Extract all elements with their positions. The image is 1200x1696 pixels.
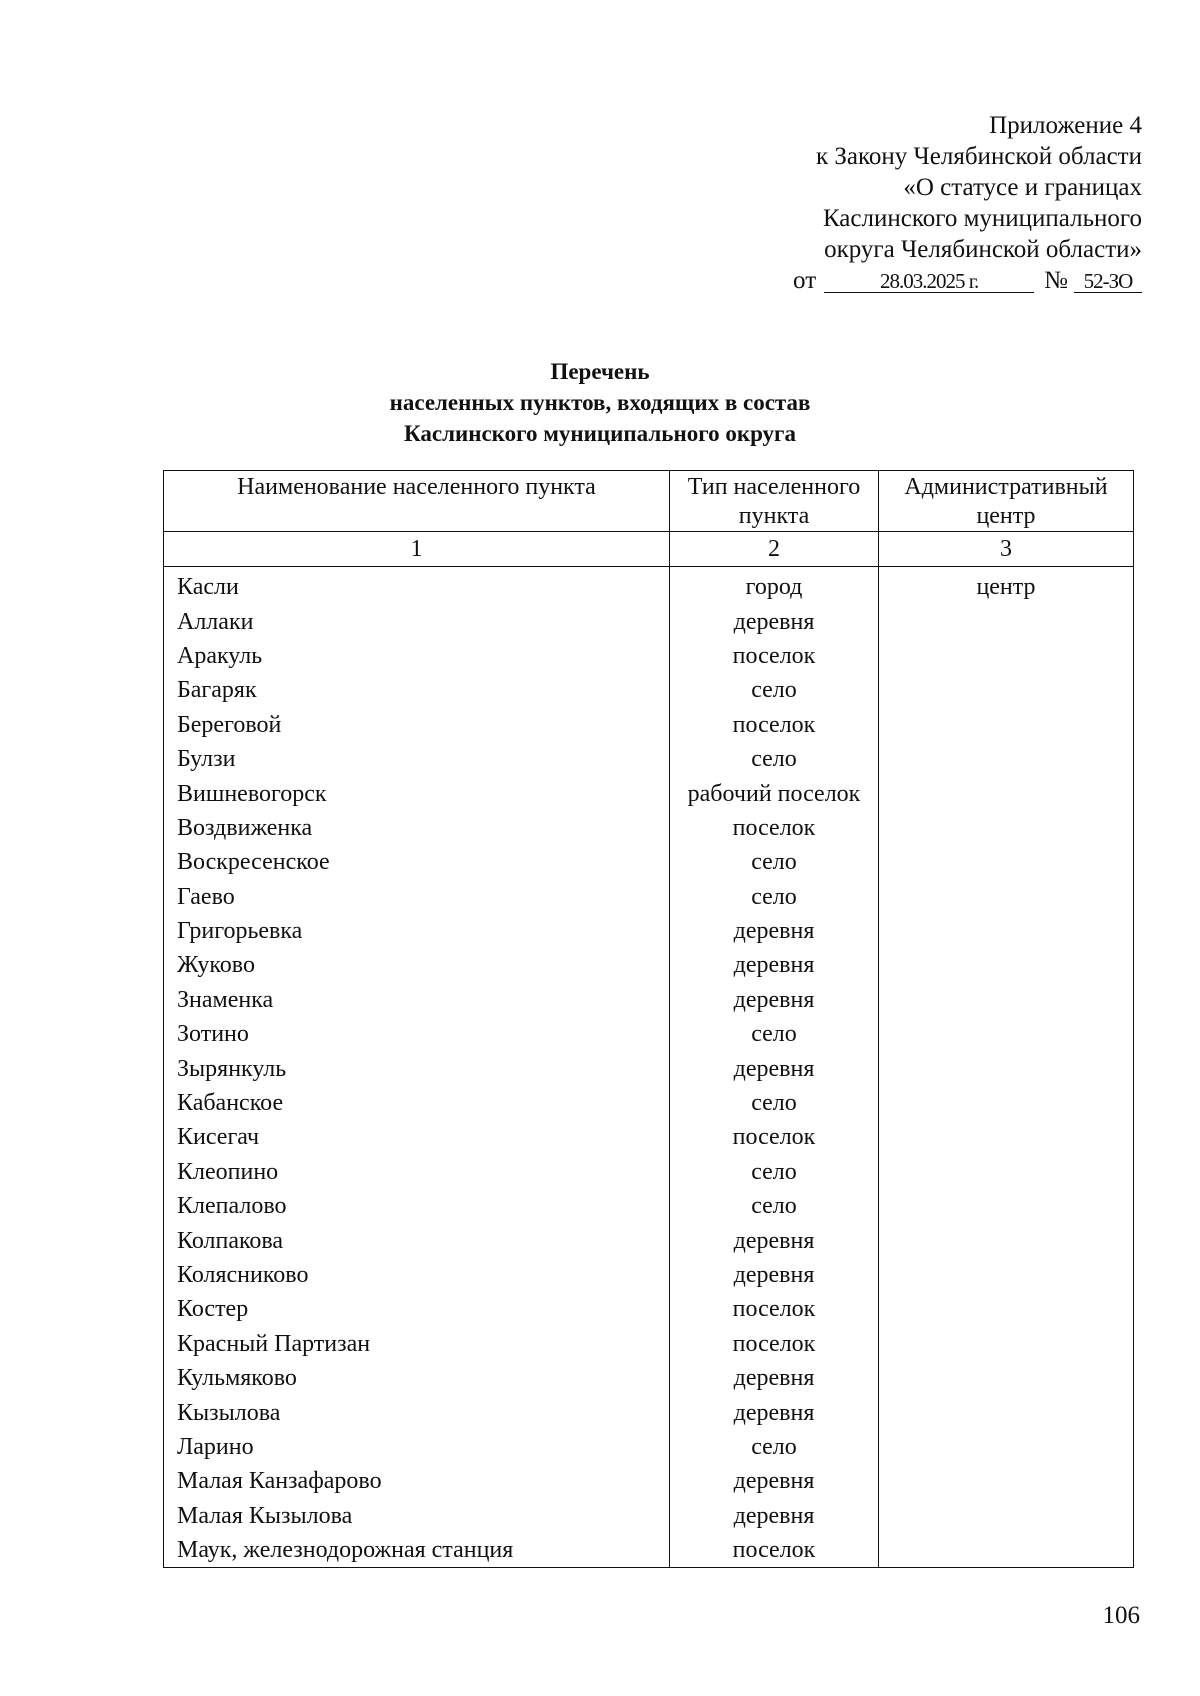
appendix-line: округа Челябинской области» xyxy=(824,236,1142,263)
settlement-type: деревня xyxy=(670,1258,879,1292)
settlement-type: село xyxy=(670,673,879,707)
settlement-type: деревня xyxy=(670,1395,879,1429)
settlement-type: рабочий поселок xyxy=(670,776,879,810)
settlement-name: Береговой xyxy=(164,708,670,742)
appendix-block xyxy=(793,110,1142,296)
header-name: Наименование населенного пункта xyxy=(164,471,670,532)
settlement-type: город xyxy=(670,567,879,605)
settlement-name: Клеопино xyxy=(164,1155,670,1189)
settlement-name: Аллаки xyxy=(164,604,670,638)
admin-center xyxy=(879,914,1134,948)
settlement-name: Малая Канзафарово xyxy=(164,1464,670,1498)
admin-center xyxy=(879,1155,1134,1189)
settlement-name: Ларино xyxy=(164,1430,670,1464)
settlement-type: село xyxy=(670,880,879,914)
table-row xyxy=(164,845,1134,879)
settlement-name: Клепалово xyxy=(164,1189,670,1223)
settlement-type: поселок xyxy=(670,708,879,742)
table-row xyxy=(164,1395,1134,1429)
admin-center xyxy=(879,845,1134,879)
table-row xyxy=(164,639,1134,673)
table-row xyxy=(164,1499,1134,1533)
table-row xyxy=(164,1464,1134,1498)
settlement-name: Аракуль xyxy=(164,639,670,673)
page-number: 106 xyxy=(1102,1602,1140,1629)
settlement-name: Гаево xyxy=(164,880,670,914)
settlement-name: Зотино xyxy=(164,1017,670,1051)
document-title xyxy=(0,356,1200,449)
admin-center xyxy=(879,1051,1134,1085)
settlement-name: Колпакова xyxy=(164,1223,670,1257)
table-row xyxy=(164,1223,1134,1257)
table-row xyxy=(164,1017,1134,1051)
admin-center xyxy=(879,1120,1134,1154)
title-line: Перечень xyxy=(550,359,650,384)
law-date: 28.03.2025 г. xyxy=(824,270,1034,293)
admin-center xyxy=(879,1533,1134,1568)
admin-center xyxy=(879,1223,1134,1257)
settlement-name: Касли xyxy=(164,567,670,605)
settlement-name: Малая Кызылова xyxy=(164,1499,670,1533)
table-row xyxy=(164,983,1134,1017)
table-row xyxy=(164,742,1134,776)
settlement-name: Красный Партизан xyxy=(164,1327,670,1361)
column-number: 2 xyxy=(670,532,879,567)
settlement-name: Костер xyxy=(164,1292,670,1326)
settlement-type: деревня xyxy=(670,1361,879,1395)
settlement-name: Кульмяково xyxy=(164,1361,670,1395)
settlement-name: Григорьевка xyxy=(164,914,670,948)
settlement-type: село xyxy=(670,1430,879,1464)
settlement-name: Вишневогорск xyxy=(164,776,670,810)
table-row xyxy=(164,811,1134,845)
settlement-type: деревня xyxy=(670,1499,879,1533)
admin-center xyxy=(879,948,1134,982)
admin-center xyxy=(879,708,1134,742)
admin-center xyxy=(879,811,1134,845)
title-line: Каслинского муниципального округа xyxy=(403,421,797,446)
table-row xyxy=(164,604,1134,638)
settlements-table xyxy=(163,470,1134,1568)
admin-center xyxy=(879,1292,1134,1326)
settlement-name: Знаменка xyxy=(164,983,670,1017)
from-label: от xyxy=(793,267,817,294)
admin-center xyxy=(879,1189,1134,1223)
table-row xyxy=(164,1327,1134,1361)
settlement-name: Кызылова xyxy=(164,1395,670,1429)
settlement-name: Жуково xyxy=(164,948,670,982)
settlement-name: Кисегач xyxy=(164,1120,670,1154)
admin-center xyxy=(879,639,1134,673)
admin-center: центр xyxy=(879,567,1134,605)
table-row xyxy=(164,776,1134,810)
appendix-line: к Закону Челябинской области xyxy=(816,143,1142,170)
table-row xyxy=(164,1086,1134,1120)
admin-center xyxy=(879,983,1134,1017)
settlement-name: Булзи xyxy=(164,742,670,776)
admin-center xyxy=(879,1017,1134,1051)
admin-center xyxy=(879,1395,1134,1429)
table-row xyxy=(164,1258,1134,1292)
column-number-row xyxy=(164,532,1134,567)
admin-center xyxy=(879,1430,1134,1464)
settlement-type: поселок xyxy=(670,811,879,845)
settlement-type: деревня xyxy=(670,914,879,948)
table-row xyxy=(164,708,1134,742)
table-row xyxy=(164,1292,1134,1326)
settlement-type: поселок xyxy=(670,1292,879,1326)
header-row xyxy=(164,471,1134,532)
header-center: Административный центр xyxy=(879,471,1134,532)
admin-center xyxy=(879,1499,1134,1533)
admin-center xyxy=(879,1086,1134,1120)
appendix-line: Каслинского муниципального xyxy=(822,205,1142,232)
settlement-type: деревня xyxy=(670,948,879,982)
table-row xyxy=(164,1120,1134,1154)
settlement-type: село xyxy=(670,845,879,879)
column-number: 1 xyxy=(164,532,670,567)
law-signature-line xyxy=(793,265,1142,296)
settlement-type: деревня xyxy=(670,1051,879,1085)
settlement-type: деревня xyxy=(670,1464,879,1498)
column-number: 3 xyxy=(879,532,1134,567)
settlement-name: Воскресенское xyxy=(164,845,670,879)
settlement-type: поселок xyxy=(670,639,879,673)
settlement-name: Багаряк xyxy=(164,673,670,707)
table-row xyxy=(164,1051,1134,1085)
settlement-type: село xyxy=(670,1086,879,1120)
settlement-type: село xyxy=(670,1189,879,1223)
settlement-type: село xyxy=(670,1155,879,1189)
table-row xyxy=(164,1189,1134,1223)
settlement-type: деревня xyxy=(670,604,879,638)
table-row xyxy=(164,1361,1134,1395)
law-number: 52-ЗО xyxy=(1074,270,1142,293)
settlement-name: Маук, железнодорожная станция xyxy=(164,1533,670,1568)
header-type: Тип населенного пункта xyxy=(670,471,879,532)
settlement-type: поселок xyxy=(670,1120,879,1154)
number-label: № xyxy=(1044,267,1068,294)
admin-center xyxy=(879,1361,1134,1395)
admin-center xyxy=(879,673,1134,707)
admin-center xyxy=(879,1464,1134,1498)
settlement-type: деревня xyxy=(670,983,879,1017)
settlement-type: село xyxy=(670,742,879,776)
table-row xyxy=(164,1533,1134,1568)
settlement-name: Воздвиженка xyxy=(164,811,670,845)
table-row xyxy=(164,1430,1134,1464)
settlement-type: деревня xyxy=(670,1223,879,1257)
appendix-line: Приложение 4 xyxy=(989,112,1142,139)
table-row xyxy=(164,948,1134,982)
table-row xyxy=(164,673,1134,707)
table-row xyxy=(164,567,1134,605)
settlement-name: Колясниково xyxy=(164,1258,670,1292)
table-row xyxy=(164,914,1134,948)
admin-center xyxy=(879,776,1134,810)
settlement-name: Кабанское xyxy=(164,1086,670,1120)
admin-center xyxy=(879,604,1134,638)
admin-center xyxy=(879,1327,1134,1361)
table-row xyxy=(164,880,1134,914)
admin-center xyxy=(879,880,1134,914)
settlement-type: поселок xyxy=(670,1533,879,1568)
settlement-type: поселок xyxy=(670,1327,879,1361)
admin-center xyxy=(879,742,1134,776)
title-line: населенных пунктов, входящих в состав xyxy=(389,390,811,415)
table-body xyxy=(164,567,1134,1568)
appendix-line: «О статусе и границах xyxy=(903,174,1142,201)
settlement-name: Зырянкуль xyxy=(164,1051,670,1085)
admin-center xyxy=(879,1258,1134,1292)
table-row xyxy=(164,1155,1134,1189)
settlement-type: село xyxy=(670,1017,879,1051)
